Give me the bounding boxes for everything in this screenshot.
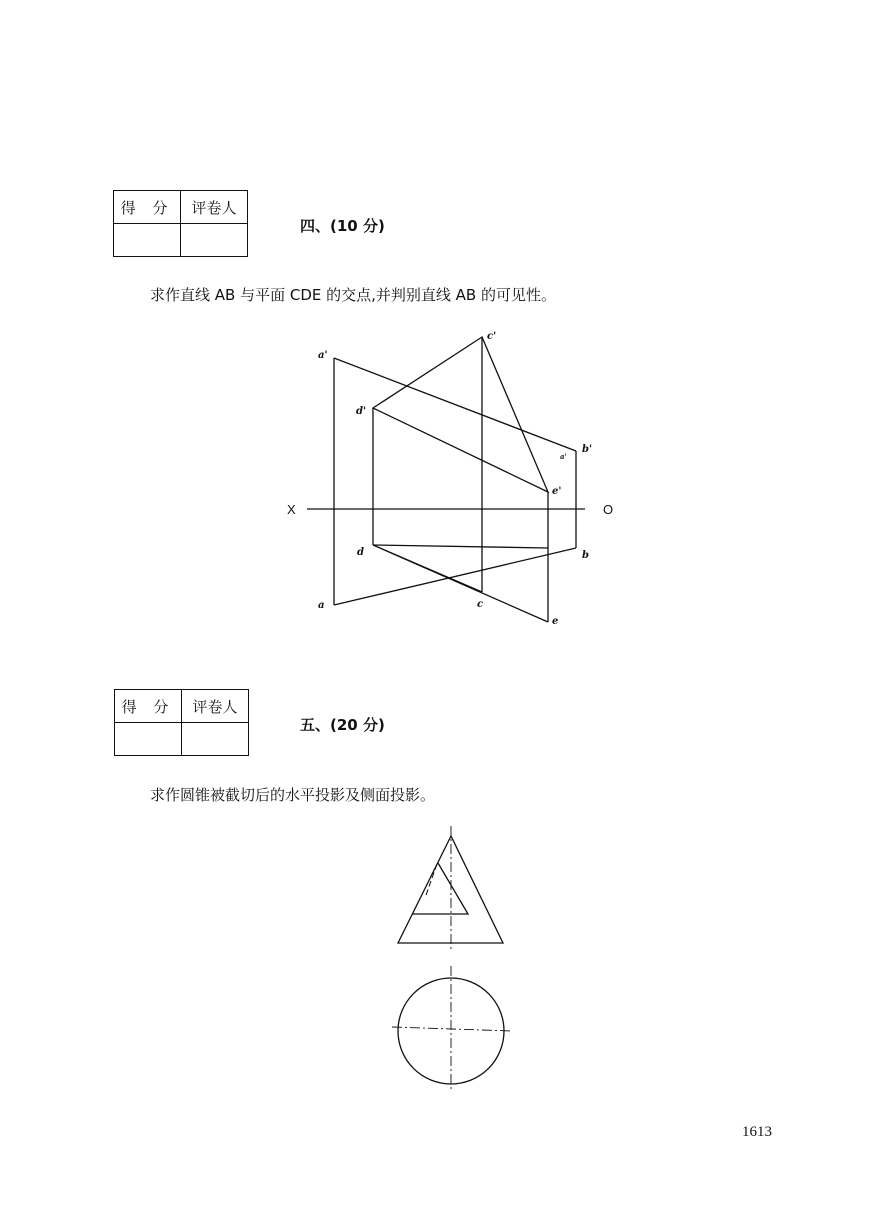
question-q4: 求作直线 AB 与平面 CDE 的交点,并判别直线 AB 的可见性。	[150, 286, 556, 304]
top-center-line-horizontal	[392, 1027, 512, 1031]
score-header: 得 分	[115, 690, 182, 723]
label-a-prime: a'	[318, 350, 328, 361]
label-e-prime: e'	[552, 486, 562, 497]
label-c: c	[477, 599, 484, 610]
grader-header: 评卷人	[181, 191, 248, 224]
label-b-prime: b'	[582, 444, 593, 455]
label-e: e	[552, 616, 559, 627]
label-d: d	[357, 547, 364, 558]
label-o: O	[603, 502, 614, 517]
label-c-prime: c'	[487, 331, 497, 342]
label-x: X	[287, 502, 296, 517]
section-title-q5: 五、(20 分)	[300, 716, 385, 734]
label-b: b	[582, 550, 589, 561]
question-q5: 求作圆锥被截切后的水平投影及侧面投影。	[150, 786, 436, 804]
label-a: a	[318, 600, 325, 611]
score-header: 得 分	[114, 191, 181, 224]
cone-cut-notch	[413, 863, 468, 914]
grader-header: 评卷人	[182, 690, 249, 723]
hidden-edge	[425, 864, 437, 898]
label-d-prime: d'	[356, 406, 367, 417]
cone-front-outline	[398, 836, 503, 943]
page-number: 1613	[742, 1124, 772, 1140]
label-hidden-mark: a'	[560, 452, 567, 461]
section-title-q4: 四、(10 分)	[300, 217, 385, 235]
